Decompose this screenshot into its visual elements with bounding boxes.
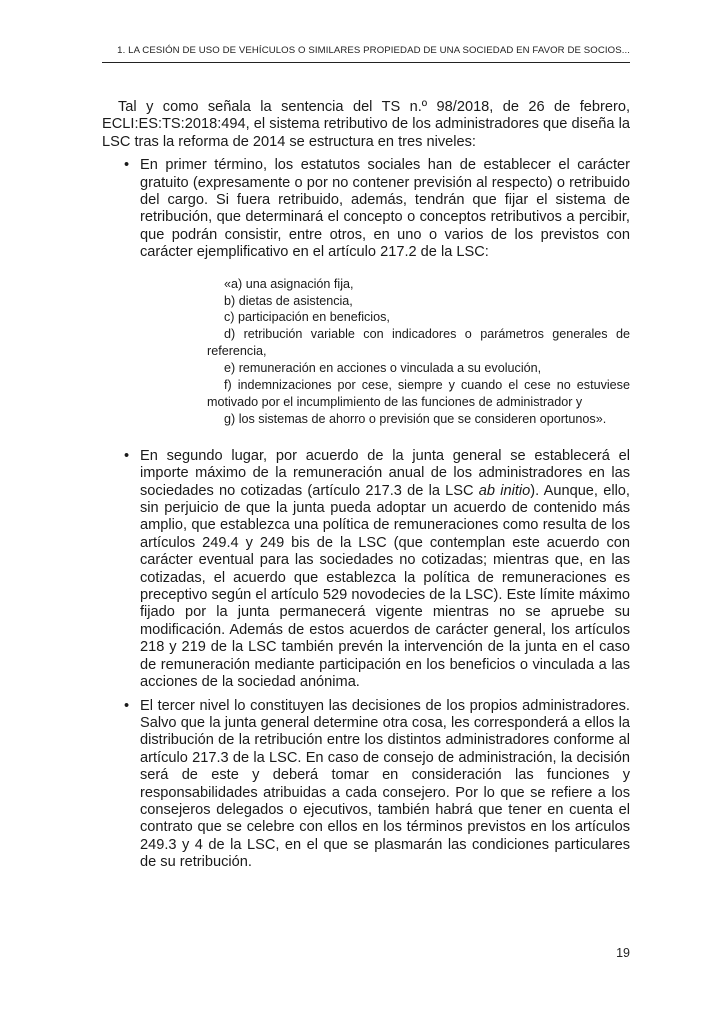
list-item-level-1: [102, 157, 630, 428]
page-body: [102, 99, 630, 872]
level-3-paragraph: El tercer nivel lo constituyen las decisiones de los propios administradores. Salvo que la junta general determine otra cosa, les corresponderá a ellos la distribución de la retribución entre los distintos administradores conforme al artículo 217.3 de la LSC. En caso de consejo de administración, la decisión será de este y deberá tomar en consideración las funciones y responsabilidades atribuidas a cada consejero. Por lo que se refiere a los consejeros delegados o ejecutivos, también habrá que tener en cuenta el contrato que se celebre con ellos en los términos previstos en los artículos 249.3 y 4 de la LSC, en el que se plasmarán las condiciones particulares de su retribución.: [140, 697, 630, 871]
quote-item-a: «a) una asignación fija,: [224, 276, 354, 291]
intro-paragraph: Tal y como señala la sentencia del TS n.º 98/2018, de 26 de febrero, ECLI:ES:TS:2018:494, el sistema retributivo de los administradores que diseña la LSC tras la reforma de 2014 se estructura en tres niveles:: [102, 99, 630, 150]
quote-item-b: b) dietas de asistencia,: [224, 293, 353, 308]
level-1-paragraph: En primer término, los estatutos sociales han de establecer el carácter gratuito (expresamente o por no contener previsión al respecto) o retribuido del cargo. Si fuera retribuido, además, tendrán que fijar el sistema de retribución, que determinará el concepto o conceptos retributivos a percibir, que podrán consistir, entre otros, en uno o varios de los previstos con carácter ejemplificativo en el artículo 217.2 de la LSC:: [140, 157, 630, 261]
quote-item-g: g) los sistemas de ahorro o previsión que se consideren oportunos».: [224, 411, 607, 426]
list-item-level-2: [102, 448, 630, 692]
quote-item-f: f) indemnizaciones por cese, siempre y cuando el cese no estuviese motivado por el incumplimiento de las funciones de administrador y: [207, 378, 630, 409]
running-header: 1. LA CESIÓN DE USO DE VEHÍCULOS O SIMILARES PROPIEDAD DE UNA SOCIEDAD EN FAVOR DE SOCIOS...: [102, 45, 630, 63]
level-2-paragraph: [140, 448, 630, 692]
latin-term: ab initio: [478, 482, 531, 499]
article-quote: [207, 276, 630, 428]
bullet-icon: •: [124, 447, 130, 464]
quote-item-d: d) retribución variable con indicadores o parámetros generales de referencia,: [207, 327, 630, 359]
level-2-text-start: En segundo lugar, por acuerdo de la junta general se establecerá el importe máximo de la remuneración anual de los administradores en las sociedades no cotizadas (artículo 217.3 de la LSC: [140, 447, 630, 499]
bullet-icon: •: [124, 697, 130, 714]
page-number: 19: [616, 946, 630, 960]
quote-item-c: c) participación en beneficios,: [224, 310, 390, 325]
levels-list: [102, 157, 630, 871]
bullet-icon: •: [124, 157, 130, 174]
list-item-level-3: [102, 698, 630, 872]
quote-item-e: e) remuneración en acciones o vinculada a su evolución,: [224, 361, 542, 376]
level-2-text-end: ). Aunque, ello, sin perjuicio de que la junta pueda adoptar un acuerdo de contenido más amplio, que establezca una política de remuneraciones como resulta de los artículos 249.4 y 249 bis de la LSC (que contemplan este acuerdo con carácter eventual para las sociedades no cotizadas; mientras que, en las cotizadas, el acuerdo que establezca la política de remuneraciones es preceptivo según el artículo 529 novodecies de la LSC). Este límite máximo fijado por la junta permanecerá vigente mientras no se apruebe su modificación. Además de estos acuerdos de carácter general, los artículos 218 y 219 de la LSC también prevén la intervención de la junta en el caso de remuneración mediante participación en los beneficios o vinculada a las acciones de la sociedad anónima.: [140, 482, 630, 691]
